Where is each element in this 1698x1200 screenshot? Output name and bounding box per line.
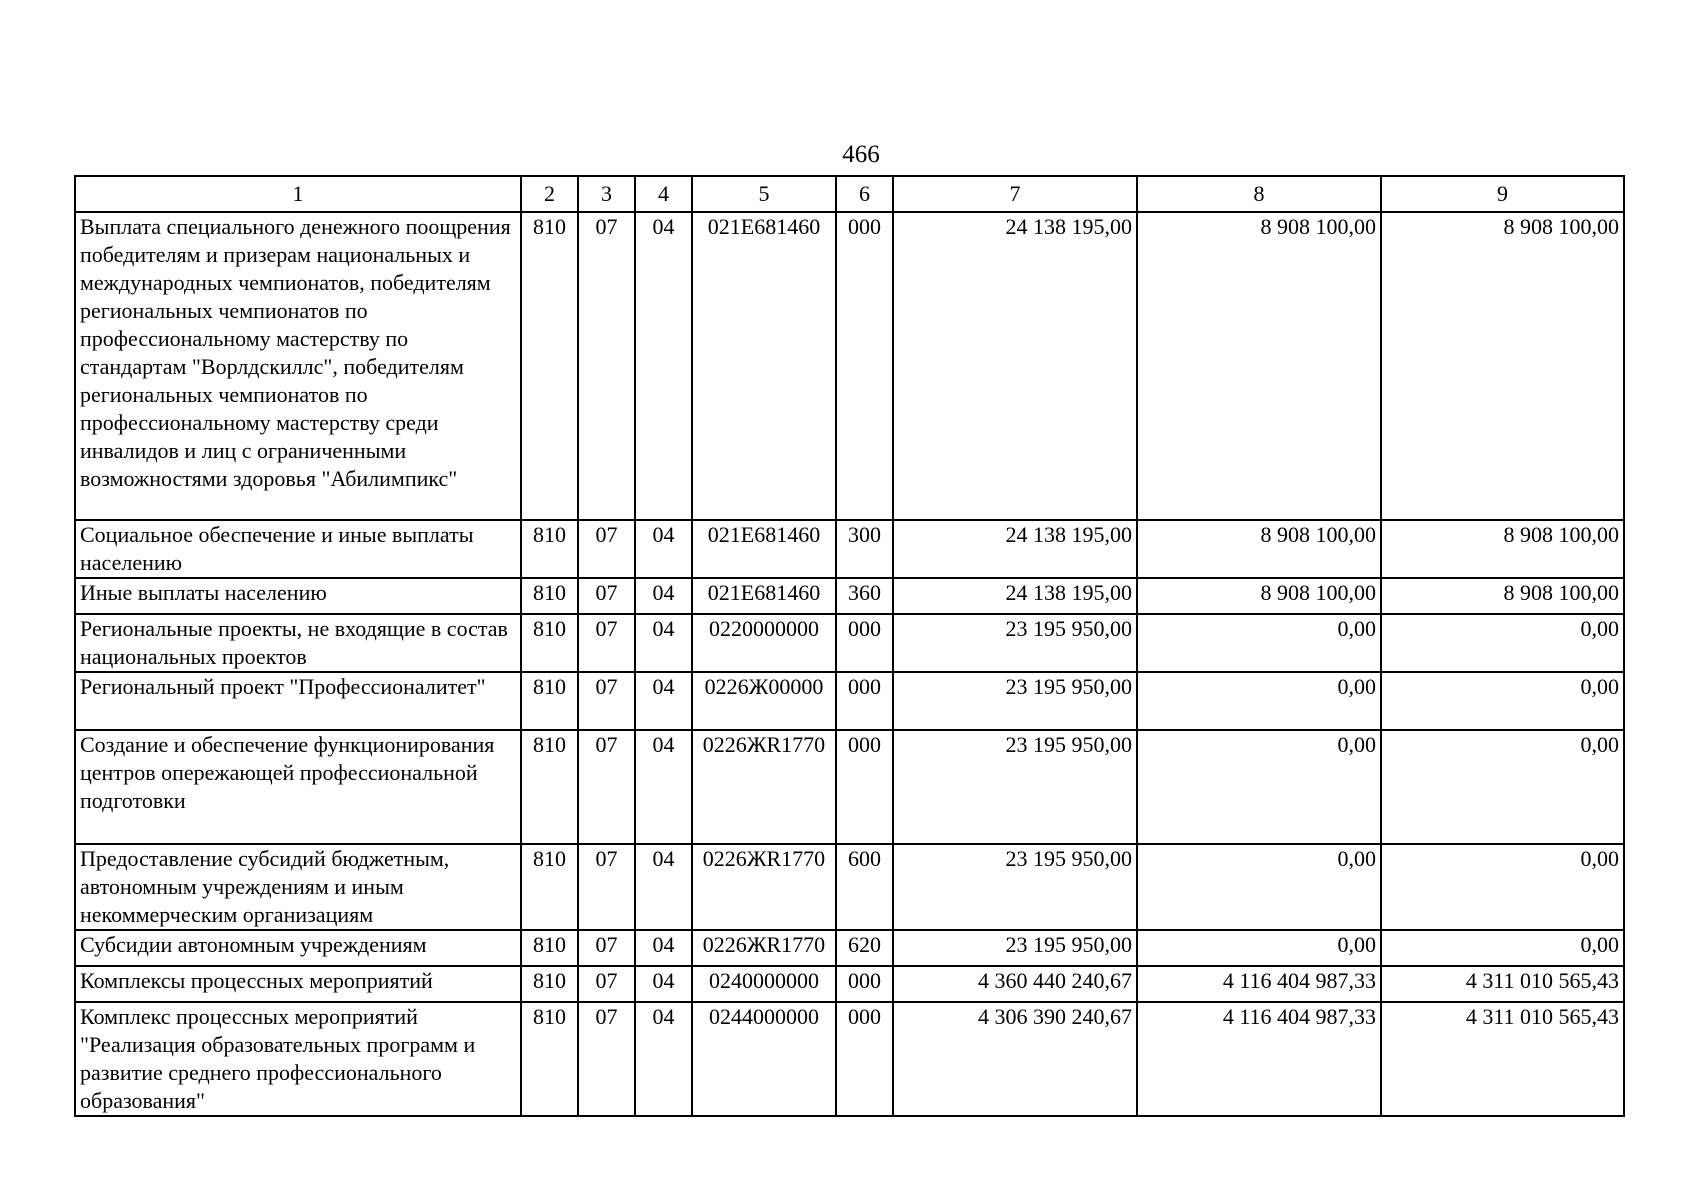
row-c3: 07 [578, 730, 635, 844]
row-c8: 0,00 [1137, 930, 1381, 966]
budget-table [74, 175, 1625, 1117]
row-c6: 360 [836, 578, 893, 614]
row-c4: 04 [635, 1002, 692, 1116]
column-header: 8 [1137, 176, 1381, 212]
row-c2: 810 [521, 578, 578, 614]
row-c5: 0240000000 [692, 966, 836, 1002]
row-c8: 8 908 100,00 [1137, 520, 1381, 578]
row-name: Создание и обеспечение функционирования центров опережающей профессиональной подготовки [75, 730, 521, 844]
row-c3: 07 [578, 520, 635, 578]
row-c7: 4 360 440 240,67 [893, 966, 1137, 1002]
table-row [75, 966, 1624, 1002]
row-name: Комплексы процессных мероприятий [75, 966, 521, 1002]
table-row [75, 212, 1624, 520]
row-c5: 021E681460 [692, 212, 836, 520]
row-c5: 0226ЖR1770 [692, 930, 836, 966]
row-c8: 0,00 [1137, 730, 1381, 844]
row-c6: 000 [836, 966, 893, 1002]
row-c4: 04 [635, 730, 692, 844]
row-c2: 810 [521, 930, 578, 966]
row-name: Иные выплаты населению [75, 578, 521, 614]
column-header: 4 [635, 176, 692, 212]
row-c7: 24 138 195,00 [893, 578, 1137, 614]
table-row [75, 844, 1624, 930]
row-c4: 04 [635, 578, 692, 614]
row-c8: 0,00 [1137, 614, 1381, 672]
column-header: 9 [1381, 176, 1624, 212]
row-c5: 0226ЖR1770 [692, 730, 836, 844]
row-c5: 021E681460 [692, 578, 836, 614]
row-c6: 000 [836, 672, 893, 730]
table-row [75, 730, 1624, 844]
table-row [75, 578, 1624, 614]
row-c5: 0226ЖR1770 [692, 844, 836, 930]
row-c3: 07 [578, 672, 635, 730]
row-c7: 23 195 950,00 [893, 730, 1137, 844]
column-header: 3 [578, 176, 635, 212]
row-c2: 810 [521, 520, 578, 578]
row-c6: 000 [836, 614, 893, 672]
row-c2: 810 [521, 844, 578, 930]
column-header: 7 [893, 176, 1137, 212]
row-c7: 23 195 950,00 [893, 672, 1137, 730]
row-c9: 4 311 010 565,43 [1381, 1002, 1624, 1116]
header-row [75, 176, 1624, 212]
row-c7: 23 195 950,00 [893, 844, 1137, 930]
row-c3: 07 [578, 930, 635, 966]
row-name: Предоставление субсидий бюджетным, автономным учреждениям и иным некоммерческим организациям [75, 844, 521, 930]
row-c6: 300 [836, 520, 893, 578]
column-header: 6 [836, 176, 893, 212]
row-c2: 810 [521, 966, 578, 1002]
row-c4: 04 [635, 520, 692, 578]
row-name: Субсидии автономным учреждениям [75, 930, 521, 966]
row-c5: 0220000000 [692, 614, 836, 672]
row-c9: 0,00 [1381, 672, 1624, 730]
row-c6: 620 [836, 930, 893, 966]
table-row [75, 614, 1624, 672]
row-c7: 23 195 950,00 [893, 614, 1137, 672]
row-name: Региональный проект "Профессионалитет" [75, 672, 521, 730]
row-c4: 04 [635, 844, 692, 930]
row-c7: 23 195 950,00 [893, 930, 1137, 966]
row-c6: 000 [836, 212, 893, 520]
row-c6: 000 [836, 730, 893, 844]
row-c9: 8 908 100,00 [1381, 520, 1624, 578]
row-c4: 04 [635, 930, 692, 966]
row-c9: 0,00 [1381, 730, 1624, 844]
row-c8: 0,00 [1137, 844, 1381, 930]
row-c6: 000 [836, 1002, 893, 1116]
row-c9: 8 908 100,00 [1381, 578, 1624, 614]
table-row [75, 520, 1624, 578]
row-c7: 4 306 390 240,67 [893, 1002, 1137, 1116]
row-c8: 0,00 [1137, 672, 1381, 730]
row-c8: 4 116 404 987,33 [1137, 966, 1381, 1002]
row-c9: 0,00 [1381, 614, 1624, 672]
row-c5: 021E681460 [692, 520, 836, 578]
row-c8: 4 116 404 987,33 [1137, 1002, 1381, 1116]
row-c6: 600 [836, 844, 893, 930]
row-name: Региональные проекты, не входящие в состав национальных проектов [75, 614, 521, 672]
row-c9: 0,00 [1381, 844, 1624, 930]
row-c4: 04 [635, 614, 692, 672]
row-c5: 0244000000 [692, 1002, 836, 1116]
row-c3: 07 [578, 212, 635, 520]
row-c7: 24 138 195,00 [893, 520, 1137, 578]
row-c4: 04 [635, 966, 692, 1002]
page-number [0, 140, 1698, 170]
row-c8: 8 908 100,00 [1137, 212, 1381, 520]
row-c9: 0,00 [1381, 930, 1624, 966]
row-c2: 810 [521, 730, 578, 844]
column-header: 5 [692, 176, 836, 212]
row-c3: 07 [578, 844, 635, 930]
row-c3: 07 [578, 614, 635, 672]
table-row [75, 672, 1624, 730]
row-c3: 07 [578, 578, 635, 614]
row-c2: 810 [521, 672, 578, 730]
table-row [75, 930, 1624, 966]
page-number-text: 466 [842, 141, 880, 168]
row-name: Социальное обеспечение и иные выплаты населению [75, 520, 521, 578]
row-c9: 8 908 100,00 [1381, 212, 1624, 520]
column-header: 2 [521, 176, 578, 212]
row-name: Выплата специального денежного поощрения победителям и призерам национальных и международных чемпионатов, победителям региональных чемпионатов по профессиональному мастерству по стандартам "Ворлдскиллс", победителям региональных чемпионатов по профессиональному мастерству среди инвалидов и лиц с ограниченными возможностями здоровья "Абилимпикс" [75, 212, 521, 520]
row-c5: 0226Ж00000 [692, 672, 836, 730]
row-c9: 4 311 010 565,43 [1381, 966, 1624, 1002]
row-c2: 810 [521, 614, 578, 672]
row-c4: 04 [635, 672, 692, 730]
row-c3: 07 [578, 966, 635, 1002]
row-c2: 810 [521, 212, 578, 520]
row-c8: 8 908 100,00 [1137, 578, 1381, 614]
table-row [75, 1002, 1624, 1116]
row-c3: 07 [578, 1002, 635, 1116]
row-c2: 810 [521, 1002, 578, 1116]
row-name: Комплекс процессных мероприятий "Реализация образовательных программ и развитие среднего профессионального образования" [75, 1002, 521, 1116]
column-header: 1 [75, 176, 521, 212]
row-c7: 24 138 195,00 [893, 212, 1137, 520]
row-c4: 04 [635, 212, 692, 520]
